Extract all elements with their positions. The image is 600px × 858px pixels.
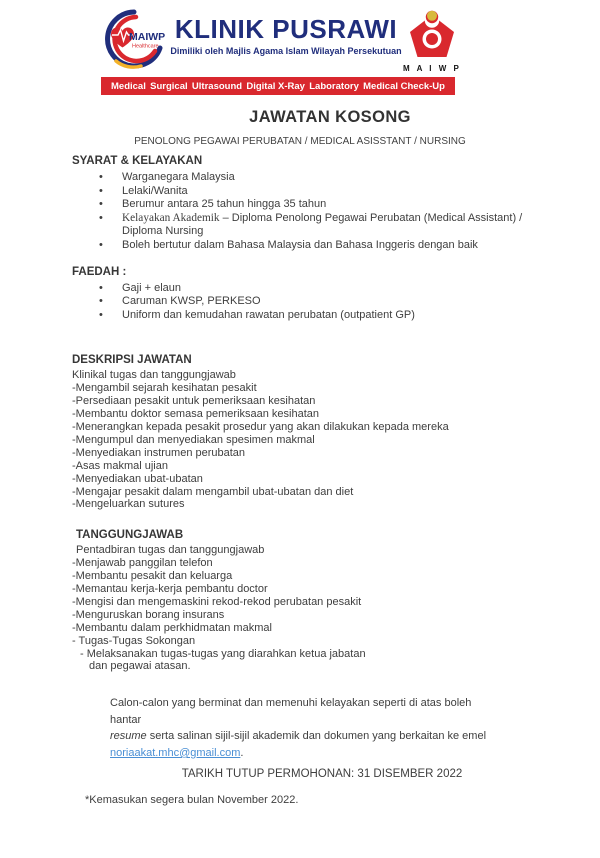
clinic-tagline: Dimiliki oleh Majlis Agama Islam Wilayah Persekutuan bbox=[170, 46, 402, 56]
closing-line-2 bbox=[110, 728, 500, 745]
note-line: *Kemasukan segera bulan November 2022. bbox=[85, 794, 299, 807]
page-title: JAWATAN KOSONG bbox=[249, 108, 411, 126]
email-link[interactable]: noriaakat.mhc@gmail.com bbox=[110, 746, 241, 759]
clinic-header bbox=[99, 9, 461, 76]
bullet-item: • Warganegara Malaysia bbox=[97, 171, 560, 185]
logo-word: Healthcare bbox=[132, 43, 159, 50]
clinic-name: KLINIK PUSRAWI bbox=[174, 14, 398, 44]
job-line: -Menjawab panggilan telefon bbox=[72, 557, 213, 570]
section-faedah bbox=[72, 266, 560, 323]
bullet-item: • Lelaki/Wanita bbox=[97, 185, 560, 199]
faedah-bullet-list bbox=[97, 282, 560, 323]
bullet-item: • Uniform dan kemudahan rawatan perubatan (outpatient GP) bbox=[97, 309, 560, 323]
bullet-item-academic bbox=[97, 212, 560, 239]
deskripsi-lines bbox=[72, 369, 560, 511]
job-line: -Mengajar pesakit dalam mengambil ubat-ubatan dan diet bbox=[72, 485, 354, 498]
maiwp-emblem-label: M A I W P bbox=[403, 64, 462, 73]
job-line: dan pegawai atasan. bbox=[89, 660, 191, 673]
period-text: . bbox=[240, 746, 244, 759]
job-line: -Membantu doktor semasa pemeriksaan kesihatan bbox=[72, 408, 320, 421]
job-line: Pentadbiran tugas dan tanggungjawab bbox=[76, 544, 265, 557]
job-line: -Menerangkan kepada pesakit prosedur yang akan dilakukan kepada mereka bbox=[72, 420, 449, 433]
service-item-medical-checkup: Medical Check-Up bbox=[363, 80, 445, 92]
document-page bbox=[0, 9, 600, 858]
maiwp-emblem bbox=[403, 9, 461, 73]
job-line: -Menyediakan instrumen perubatan bbox=[72, 446, 246, 459]
job-line: -Memantau kerja-kerja pembantu doctor bbox=[72, 583, 268, 596]
healthcare-swoosh-icon bbox=[99, 9, 169, 71]
job-line: -Membantu dalam perkhidmatan makmal bbox=[72, 621, 272, 634]
section-heading-faedah: FAEDAH : bbox=[72, 265, 127, 278]
service-item-digital-xray: Digital X-Ray bbox=[246, 80, 305, 92]
service-item-ultrasound: Ultrasound bbox=[191, 80, 243, 92]
job-line: -Asas makmal ujian bbox=[72, 459, 168, 472]
bullet-item: • Caruman KWSP, PERKESO bbox=[97, 295, 560, 309]
job-line: -Mengumpul dan menyediakan spesimen makmal bbox=[72, 433, 315, 446]
closing-line-2-rest: serta salinan sijil-sijil akademik dan dokumen yang berkaitan ke emel bbox=[146, 730, 487, 743]
section-tanggungjawab bbox=[72, 529, 560, 673]
section-deskripsi bbox=[72, 354, 560, 511]
section-heading-syarat: SYARAT & KELAYAKAN bbox=[72, 155, 203, 167]
deadline-line: TARIKH TUTUP PERMOHONAN: 31 DISEMBER 2022 bbox=[181, 768, 463, 781]
job-line: -Mengeluarkan sutures bbox=[72, 498, 185, 511]
job-line: -Menyediakan ubat-ubatan bbox=[72, 472, 203, 485]
service-item-surgical: Surgical bbox=[150, 80, 188, 92]
job-line: - Tugas-Tugas Sokongan bbox=[72, 634, 196, 647]
section-heading-deskripsi: DESKRIPSI JAWATAN bbox=[72, 354, 192, 367]
academic-rest-text: – Diploma Penolong Pegawai Perubatan (Medical Assistant) / bbox=[219, 211, 523, 224]
service-item-laboratory: Laboratory bbox=[309, 80, 359, 92]
bullet-item: • Gaji + elaun bbox=[97, 282, 560, 296]
resume-word: resume bbox=[110, 730, 147, 743]
bullet-item: • Boleh bertutur dalam Bahasa Malaysia dan Bahasa Inggeris dengan baik bbox=[97, 239, 560, 253]
job-line: -Mengambil sejarah kesihatan pesakit bbox=[72, 382, 257, 395]
job-line: -Mengisi dan mengemaskini rekod-rekod perubatan pesakit bbox=[72, 595, 362, 608]
services-bar bbox=[101, 77, 455, 95]
section-syarat bbox=[72, 155, 560, 253]
job-line: Klinikal tugas dan tanggungjawab bbox=[72, 369, 236, 382]
clinic-title-block bbox=[169, 9, 403, 56]
bullet-item: • Berumur antara 25 tahun hingga 35 tahun bbox=[97, 198, 560, 212]
closing-line-1: Calon-calon yang berminat dan memenuhi kelayakan seperti di atas boleh hantar bbox=[110, 697, 472, 726]
syarat-bullet-list bbox=[97, 171, 560, 253]
tanggungjawab-lines bbox=[72, 544, 560, 673]
page-subtitle: PENOLONG PEGAWAI PERUBATAN / MEDICAL ASISSTANT / NURSING bbox=[134, 136, 466, 147]
service-item-medical: Medical bbox=[111, 80, 146, 92]
logo-acronym: MAIWP bbox=[129, 31, 166, 43]
academic-serif-text: Kelayakan Akademik bbox=[122, 211, 220, 224]
job-line: - Melaksanakan tugas-tugas yang diarahkan ketua jabatan bbox=[80, 647, 366, 660]
section-heading-tanggungjawab: TANGGUNGJAWAB bbox=[76, 529, 184, 542]
job-line: -Menguruskan borang insurans bbox=[72, 608, 225, 621]
job-line: -Membantu pesakit dan keluarga bbox=[72, 570, 233, 583]
closing-line-3 bbox=[110, 745, 500, 762]
maiwp-healthcare-logo bbox=[99, 9, 169, 76]
maiwp-badge-icon bbox=[404, 9, 460, 59]
job-line: -Persediaan pesakit untuk pemeriksaan kesihatan bbox=[72, 395, 316, 408]
closing-paragraph bbox=[110, 695, 500, 761]
academic-line2-text: Diploma Nursing bbox=[122, 225, 204, 238]
